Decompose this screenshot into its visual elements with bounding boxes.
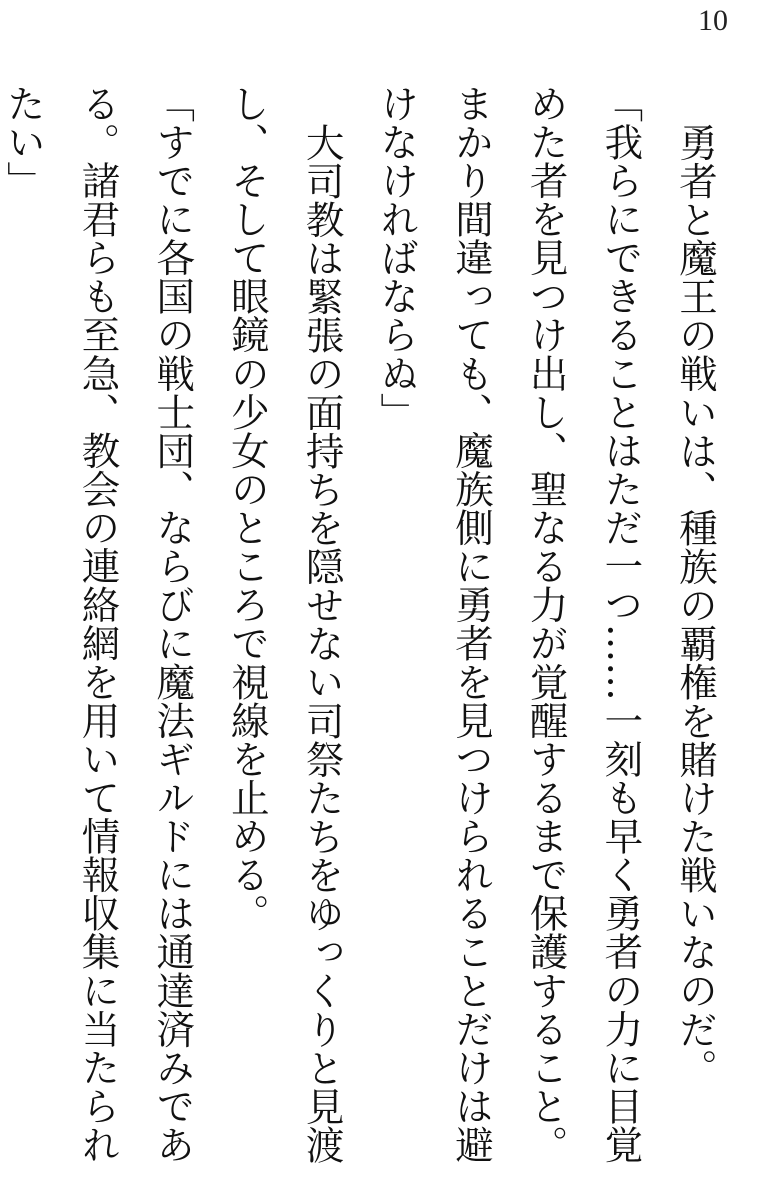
paragraph-3: 大司教は緊張の面持ちを隠せない司祭たちをゆっくりと見渡し、そして眼鏡の少女のところで視線を止める。 bbox=[224, 84, 345, 1164]
paragraph-4: 「すでに各国の戦士団、ならびに魔法ギルドには通達済みである。諸君らも至急、教会の連絡網を用いて情報収集に当たられたい」 bbox=[0, 84, 196, 1164]
paragraph-1: 勇者と魔王の戦いは、種族の覇権を賭けた戦いなのだ。 bbox=[673, 122, 718, 1087]
paragraph-2: 「我らにできることはただ一つ……一刻も早く勇者の力に目覚めた者を見つけ出し、聖なる力が覚醒するまで保護すること。まかり間違っても、魔族側に勇者を見つけられることだけは避けなければならぬ」 bbox=[374, 84, 644, 1164]
page-number: 10 bbox=[698, 4, 728, 37]
body-text bbox=[0, 84, 732, 1184]
